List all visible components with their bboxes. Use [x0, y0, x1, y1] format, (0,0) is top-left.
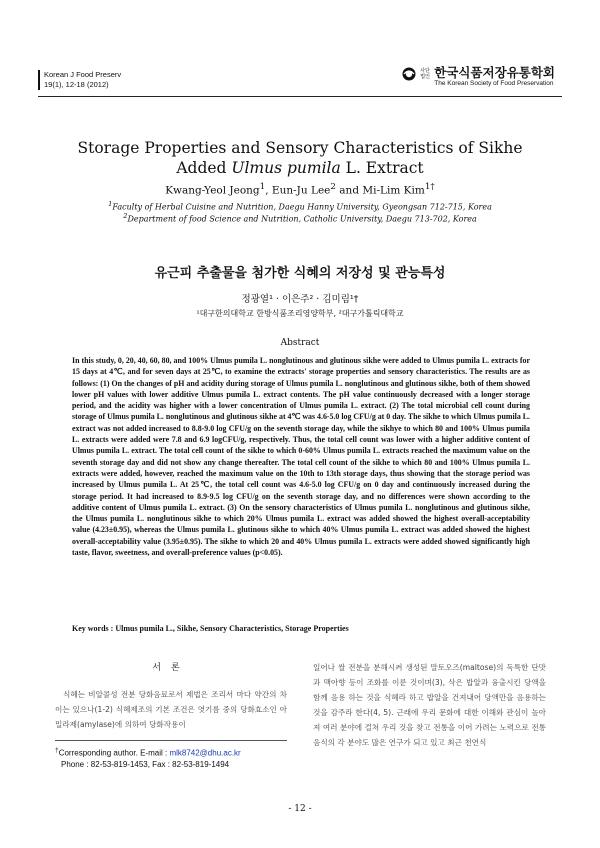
- corr-phone: Phone : 82-53-819-1453, Fax : 82-53-819-1494: [61, 760, 230, 770]
- title-species: Ulmus pumila: [231, 159, 341, 177]
- society-emblem-icon: [402, 67, 416, 81]
- author-2: Eun-Ju Lee: [271, 184, 331, 197]
- header-divider: [38, 96, 562, 97]
- author-1: Kwang-Yeol Jeong: [165, 184, 260, 197]
- journal-citation: [38, 70, 121, 90]
- corresponding-footnote: †Corresponding author. E-mail : mlk8742@dhu.ac.kr Phone : 82-53-819-1453, Fax : 82-53-819-1494: [55, 740, 287, 771]
- affiliation-1: $^1$Faculty of Herbal Cuisine and Nutrition, Daegu Hanny University, Gyeongsan 712-715, Korea: [108, 200, 492, 212]
- intro-right-column: [313, 660, 546, 750]
- affiliation-2: $^2$Department of food Science and Nutrition, Catholic University, Daegu 713-702, Korea: [123, 212, 477, 224]
- author-3: Mi-Lim Kim: [362, 184, 425, 197]
- intro-right-text: 일어나 쌀 전분을 분해시켜 생성된 말토오즈(maltose)의 독특한 단맛과 맥아향 등이 조화를 이룬 것이며(3), 삭은 밥알과 융출시킨 당액을 함께 음용 하는 것을 식혜라 하고 밥알을 건져내어 당액만을 음용하는 것을 감주라 한다(4, 5). 근래에 우리 문화에 대한 이해와 관심이 높아져 여러 분야에 걸쳐 우리 것을 찾고 전통을 이어 가려는 노력으로 전통음식의 각 분야도 많은 연구가 되고 있고 최근 천연식: [313, 663, 546, 747]
- society-korean-name: 한국식품저장유통학회: [434, 66, 555, 80]
- abstract-heading: Abstract: [280, 338, 320, 348]
- abstract-text: In this study, 0, 20, 40, 60, 80, and 100% Ulmus pumila L. nonglutinous and glutinous sikhe were added to Ulmus pumila L. extracts for 15 days at 4℃, and for seven days at 25℃, to examine the extracts' storage properties and sensory characteristics. The results are as follows: (1) On the changes of pH and acidity during storage of Ulmus pumila L. nonglutinous and glutinous sikhe, both of them showed lower pH values with lower additive Ulmus pumila L. extract contents. The pH value continuously decreased with a longer storage period, and the acidity was higher with a lower concentration of Ulmus pumila L. extract. (2) The total microbial cell count during storage of Ulmus pumila L. nonglutinous and glutinous sikhe at 4℃ was 4.6-5.0 log CFU/g at 0 day. The sikhe to which Ulmus pumila L. extract was not added increased to 8.8-9.0 log CFU/g on the seventh storage day, while the sikhye to which 80 and 100% Ulmus pumila L. extracts were added were 7.8 and 6.9 logCFU/g, respectively. Thus, the total cell count was lower with a higher additive content of Ulmus pumila L. extract. The total cell count of the sikhe to which 0-60% Ulmus pumila L. extracts reached the maximum value on the seventh storage day and did not show any change thereafter. The total cell count of the sikhe to which 80 and 100% Ulmus pumila L. extracts were added, however, reached the maximum value on the 10th to 13th storage days, thus showing that the storage period was increased by Ulmus pumila L. At 25℃, the total cell count was 4.6-5.0 log CFU/g on 0 day and continuously increased during the storage period. It had increased to 8.9-9.5 log CFU/g on the seventh storage day, and no differences were shown according to the additive content of Ulmus pumila L. extract. (3) On the sensory characteristics of Ulmus pumila L. nonglutinous and glutinous sikhe, the Ulmus pumila L. nonglutinous sikhe to which 20% Ulmus pumila L. extract was added showed the highest overall-acceptability value (4.23±0.95), whereas the Ulmus pumila L. glutinous sikhe to which 40% Ulmus pumila L. extract was added showed the highest overall-acceptability value (3.95±0.95). The sikhe to which 20 and 40% Ulmus pumila L. extracts were added showed significantly high taste, flavor, sweetness, and overall-preference values (p<0.05).: [72, 356, 530, 558]
- keywords-label: Key words :: [72, 624, 116, 633]
- intro-left-text: 식혜는 비알콜성 전분 당화음료로서 제법은 조리서 마다 약간의 차이는 있으나(1-2) 식혜제조의 기본 조건은 엿기름 중의 당화효소인 아밀라제(amylase)에 의하여 당화작용이: [55, 690, 287, 729]
- keywords-list: Ulmus pumila L., Sikhe, Sensory Characteristics, Storage Properties: [115, 624, 349, 633]
- paper-title: Storage Properties and Sensory Characteristics of Sikhe Added Ulmus pumila L. Extract: [77, 139, 523, 177]
- society-logo: [402, 66, 555, 88]
- society-small-label: 사단법인: [420, 68, 430, 80]
- korean-title: 유근피 추출물을 첨가한 식혜의 저장성 및 관능특성: [154, 266, 446, 281]
- author-list: Kwang-Yeol Jeong$^1$, Eun-Ju Lee$^2$ and Mi-Lim Kim$^{1\dagger}$: [165, 182, 435, 197]
- volume-pages: 19(1), 12-18 (2012): [44, 80, 109, 89]
- intro-heading: 서론: [152, 663, 190, 673]
- society-english-name: The Korean Society of Food Preservation: [434, 80, 554, 87]
- journal-name: Korean J Food Preserv: [44, 70, 122, 79]
- page-number: - 12 -: [288, 804, 312, 814]
- keywords: [72, 624, 530, 633]
- intro-left-column: [55, 660, 287, 732]
- korean-authors: 정광열¹ · 이은주² · 김미림¹†: [241, 294, 359, 305]
- korean-affiliation: ¹대구한의대학교 한방식품조리영양학부, ²대구가톨릭대학교: [196, 309, 404, 318]
- corr-label: Corresponding author. E-mail :: [58, 748, 170, 758]
- corr-email-link[interactable]: mlk8742@dhu.ac.kr: [169, 748, 241, 758]
